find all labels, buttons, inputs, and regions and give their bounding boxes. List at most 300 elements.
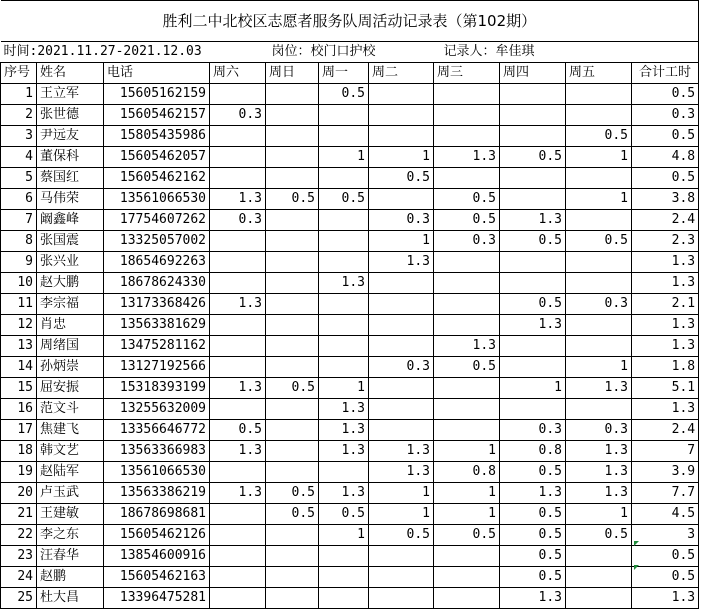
hours-saturday-cell[interactable]: 0.3 [210, 105, 266, 126]
hours-sunday-cell[interactable]: 0.5 [266, 378, 319, 399]
total-hours-cell[interactable]: 0.5 [632, 546, 699, 567]
hours-monday-cell[interactable] [319, 126, 369, 147]
hours-sunday-cell[interactable] [266, 147, 319, 168]
hours-thursday-cell[interactable]: 0.5 [500, 525, 566, 546]
name-cell[interactable]: 韩文艺 [37, 441, 104, 462]
row-index-cell[interactable]: 21 [1, 504, 37, 525]
hours-monday-cell[interactable]: 0.5 [319, 189, 369, 210]
table-row [1, 105, 699, 126]
hours-monday-cell[interactable]: 1.3 [319, 441, 369, 462]
hours-friday-cell[interactable]: 0.5 [566, 126, 632, 147]
name-cell[interactable]: 范文斗 [37, 399, 104, 420]
row-index-cell[interactable]: 8 [1, 231, 37, 252]
name-cell[interactable]: 周绪国 [37, 336, 104, 357]
hours-monday-cell[interactable] [319, 231, 369, 252]
post-cell[interactable]: 岗位：校门口护校 [266, 42, 434, 63]
phone-cell[interactable]: 13475281162 [104, 336, 210, 357]
hours-thursday-cell[interactable]: 1.3 [500, 483, 566, 504]
table-row [1, 420, 699, 441]
hours-tuesday-cell[interactable]: 1 [369, 147, 434, 168]
name-cell[interactable]: 杜大昌 [37, 588, 104, 609]
hours-sunday-cell[interactable]: 0.5 [266, 504, 319, 525]
row-index-cell[interactable]: 13 [1, 336, 37, 357]
total-hours-cell[interactable]: 4.5 [632, 504, 699, 525]
header-monday[interactable]: 周一 [319, 63, 369, 84]
row-index-cell[interactable]: 12 [1, 315, 37, 336]
hours-tuesday-cell[interactable] [369, 189, 434, 210]
total-hours-cell[interactable]: 1.3 [632, 336, 699, 357]
hours-monday-cell[interactable] [319, 336, 369, 357]
hours-monday-cell[interactable] [319, 294, 369, 315]
hours-monday-cell[interactable]: 1.3 [319, 399, 369, 420]
hours-saturday-cell[interactable] [210, 231, 266, 252]
hours-wednesday-cell[interactable] [434, 546, 500, 567]
hours-thursday-cell[interactable]: 0.8 [500, 441, 566, 462]
total-hours-cell[interactable]: 7.7 [632, 483, 699, 504]
name-cell[interactable]: 李之东 [37, 525, 104, 546]
total-hours-cell[interactable]: 0.3 [632, 105, 699, 126]
hours-saturday-cell[interactable] [210, 315, 266, 336]
hours-tuesday-cell[interactable]: 0.5 [369, 168, 434, 189]
phone-cell[interactable]: 13563366983 [104, 441, 210, 462]
hours-friday-cell[interactable] [566, 567, 632, 588]
hours-sunday-cell[interactable] [266, 210, 319, 231]
hours-sunday-cell[interactable] [266, 294, 319, 315]
hours-thursday-cell[interactable] [500, 336, 566, 357]
hours-tuesday-cell[interactable] [369, 315, 434, 336]
phone-cell[interactable]: 13127192566 [104, 357, 210, 378]
total-hours-cell[interactable]: 1.3 [632, 273, 699, 294]
hours-wednesday-cell[interactable]: 0.5 [434, 357, 500, 378]
hours-thursday-cell[interactable]: 0.3 [500, 420, 566, 441]
hours-thursday-cell[interactable] [500, 168, 566, 189]
row-index-cell[interactable]: 7 [1, 210, 37, 231]
hours-thursday-cell[interactable]: 0.5 [500, 231, 566, 252]
hours-monday-cell[interactable]: 1 [319, 147, 369, 168]
hours-monday-cell[interactable]: 0.5 [319, 84, 369, 105]
row-index-cell[interactable]: 5 [1, 168, 37, 189]
phone-cell[interactable]: 15605462163 [104, 567, 210, 588]
total-hours-cell[interactable]: 0.5 [632, 126, 699, 147]
hours-monday-cell[interactable] [319, 315, 369, 336]
row-index-cell[interactable]: 16 [1, 399, 37, 420]
phone-cell[interactable]: 15605162159 [104, 84, 210, 105]
hours-monday-cell[interactable] [319, 588, 369, 609]
total-hours-cell[interactable]: 3 [632, 525, 699, 546]
phone-cell[interactable]: 13563381629 [104, 315, 210, 336]
hours-monday-cell[interactable]: 1.3 [319, 420, 369, 441]
hours-saturday-cell[interactable]: 0.3 [210, 210, 266, 231]
total-hours-cell[interactable]: 3.9 [632, 462, 699, 483]
phone-cell[interactable]: 15318393199 [104, 378, 210, 399]
hours-monday-cell[interactable] [319, 168, 369, 189]
hours-saturday-cell[interactable]: 0.5 [210, 420, 266, 441]
total-hours-cell[interactable]: 3.8 [632, 189, 699, 210]
hours-sunday-cell[interactable] [266, 462, 319, 483]
phone-cell[interactable]: 15605462157 [104, 105, 210, 126]
table-row [1, 147, 699, 168]
hours-sunday-cell[interactable] [266, 231, 319, 252]
total-hours-cell[interactable]: 7 [632, 441, 699, 462]
hours-friday-cell[interactable] [566, 168, 632, 189]
hours-friday-cell[interactable] [566, 273, 632, 294]
hours-thursday-cell[interactable]: 1.3 [500, 210, 566, 231]
total-hours-cell[interactable]: 1.3 [632, 399, 699, 420]
hours-wednesday-cell[interactable] [434, 126, 500, 147]
hours-saturday-cell[interactable] [210, 546, 266, 567]
hours-saturday-cell[interactable] [210, 84, 266, 105]
hours-friday-cell[interactable]: 1.3 [566, 483, 632, 504]
phone-cell[interactable]: 18678698681 [104, 504, 210, 525]
table-row [1, 567, 699, 588]
hours-wednesday-cell[interactable]: 1.3 [434, 336, 500, 357]
hours-tuesday-cell[interactable]: 0.3 [369, 357, 434, 378]
hours-tuesday-cell[interactable] [369, 567, 434, 588]
hours-saturday-cell[interactable] [210, 567, 266, 588]
hours-thursday-cell[interactable] [500, 126, 566, 147]
row-index-cell[interactable]: 4 [1, 147, 37, 168]
phone-cell[interactable]: 13173368426 [104, 294, 210, 315]
hours-saturday-cell[interactable] [210, 168, 266, 189]
hours-wednesday-cell[interactable]: 1 [434, 441, 500, 462]
hours-saturday-cell[interactable]: 1.3 [210, 294, 266, 315]
header-saturday[interactable]: 周六 [210, 63, 266, 84]
hours-sunday-cell[interactable] [266, 546, 319, 567]
hours-thursday-cell[interactable]: 0.5 [500, 567, 566, 588]
hours-sunday-cell[interactable] [266, 336, 319, 357]
header-name[interactable]: 姓名 [37, 63, 104, 84]
hours-wednesday-cell[interactable] [434, 273, 500, 294]
hours-wednesday-cell[interactable] [434, 252, 500, 273]
hours-saturday-cell[interactable] [210, 336, 266, 357]
row-index-cell[interactable]: 11 [1, 294, 37, 315]
total-hours-cell[interactable]: 2.3 [632, 231, 699, 252]
hours-saturday-cell[interactable] [210, 462, 266, 483]
hours-saturday-cell[interactable]: 1.3 [210, 441, 266, 462]
name-cell[interactable]: 尹远友 [37, 126, 104, 147]
row-index-cell[interactable]: 14 [1, 357, 37, 378]
row-index-cell[interactable]: 10 [1, 273, 37, 294]
hours-thursday-cell[interactable]: 1 [500, 378, 566, 399]
row-index-cell[interactable]: 17 [1, 420, 37, 441]
hours-tuesday-cell[interactable]: 0.3 [369, 210, 434, 231]
hours-sunday-cell[interactable] [266, 567, 319, 588]
total-hours-cell[interactable]: 1.3 [632, 252, 699, 273]
hours-saturday-cell[interactable] [210, 588, 266, 609]
phone-cell[interactable]: 15605462126 [104, 525, 210, 546]
hours-thursday-cell[interactable] [500, 399, 566, 420]
hours-wednesday-cell[interactable] [434, 294, 500, 315]
hours-friday-cell[interactable]: 1 [566, 147, 632, 168]
row-index-cell[interactable]: 15 [1, 378, 37, 399]
hours-sunday-cell[interactable] [266, 252, 319, 273]
hours-tuesday-cell[interactable]: 1 [369, 483, 434, 504]
hours-wednesday-cell[interactable] [434, 105, 500, 126]
hours-thursday-cell[interactable]: 0.5 [500, 294, 566, 315]
hours-monday-cell[interactable] [319, 567, 369, 588]
hours-friday-cell[interactable] [566, 588, 632, 609]
name-cell[interactable]: 孙炳崇 [37, 357, 104, 378]
name-cell[interactable]: 李宗福 [37, 294, 104, 315]
hours-sunday-cell[interactable] [266, 357, 319, 378]
hours-tuesday-cell[interactable]: 1.3 [369, 462, 434, 483]
table-row [1, 483, 699, 504]
hours-wednesday-cell[interactable] [434, 315, 500, 336]
hours-thursday-cell[interactable]: 1.3 [500, 588, 566, 609]
name-cell[interactable]: 汪春华 [37, 546, 104, 567]
hours-friday-cell[interactable] [566, 84, 632, 105]
row-index-cell[interactable]: 24 [1, 567, 37, 588]
total-hours-cell[interactable]: 2.4 [632, 420, 699, 441]
name-cell[interactable]: 张国震 [37, 231, 104, 252]
hours-sunday-cell[interactable] [266, 168, 319, 189]
hours-tuesday-cell[interactable] [369, 294, 434, 315]
hours-tuesday-cell[interactable] [369, 399, 434, 420]
hours-friday-cell[interactable]: 1 [566, 357, 632, 378]
header-total-hours[interactable]: 合计工时 [632, 63, 699, 84]
name-cell[interactable]: 张世德 [37, 105, 104, 126]
phone-cell[interactable]: 13561066530 [104, 462, 210, 483]
hours-friday-cell[interactable]: 0.3 [566, 420, 632, 441]
row-index-cell[interactable]: 2 [1, 105, 37, 126]
hours-thursday-cell[interactable] [500, 84, 566, 105]
hours-friday-cell[interactable] [566, 546, 632, 567]
hours-friday-cell[interactable]: 1.3 [566, 462, 632, 483]
row-index-cell[interactable]: 19 [1, 462, 37, 483]
name-cell[interactable]: 赵大鹏 [37, 273, 104, 294]
total-hours-cell[interactable]: 0.5 [632, 84, 699, 105]
hours-tuesday-cell[interactable]: 1 [369, 231, 434, 252]
hours-tuesday-cell[interactable] [369, 84, 434, 105]
name-cell[interactable]: 屈安振 [37, 378, 104, 399]
phone-cell[interactable]: 13356646772 [104, 420, 210, 441]
hours-friday-cell[interactable]: 1.3 [566, 378, 632, 399]
name-cell[interactable]: 肖忠 [37, 315, 104, 336]
hours-wednesday-cell[interactable]: 0.3 [434, 231, 500, 252]
hours-wednesday-cell[interactable]: 0.5 [434, 525, 500, 546]
hours-saturday-cell[interactable] [210, 525, 266, 546]
name-cell[interactable]: 卢玉武 [37, 483, 104, 504]
row-index-cell[interactable]: 22 [1, 525, 37, 546]
header-wednesday[interactable]: 周三 [434, 63, 500, 84]
hours-tuesday-cell[interactable] [369, 588, 434, 609]
phone-cell[interactable]: 13563386219 [104, 483, 210, 504]
header-friday[interactable]: 周五 [566, 63, 632, 84]
hours-thursday-cell[interactable]: 0.5 [500, 504, 566, 525]
hours-thursday-cell[interactable]: 1.3 [500, 315, 566, 336]
hours-monday-cell[interactable]: 1 [319, 525, 369, 546]
phone-cell[interactable]: 17754607262 [104, 210, 210, 231]
name-cell[interactable]: 蔡国红 [37, 168, 104, 189]
hours-wednesday-cell[interactable] [434, 168, 500, 189]
phone-cell[interactable]: 18654692263 [104, 252, 210, 273]
hours-sunday-cell[interactable] [266, 126, 319, 147]
hours-wednesday-cell[interactable] [434, 588, 500, 609]
phone-cell[interactable]: 13561066530 [104, 189, 210, 210]
hours-monday-cell[interactable] [319, 462, 369, 483]
hours-friday-cell[interactable]: 1.3 [566, 441, 632, 462]
hours-tuesday-cell[interactable]: 1 [369, 504, 434, 525]
name-cell[interactable]: 王立军 [37, 84, 104, 105]
hours-saturday-cell[interactable] [210, 504, 266, 525]
header-tuesday[interactable]: 周二 [369, 63, 434, 84]
hours-friday-cell[interactable] [566, 315, 632, 336]
hours-monday-cell[interactable]: 1.3 [319, 273, 369, 294]
table-row [1, 504, 699, 525]
hours-sunday-cell[interactable]: 0.5 [266, 189, 319, 210]
hours-saturday-cell[interactable]: 1.3 [210, 378, 266, 399]
hours-thursday-cell[interactable] [500, 189, 566, 210]
info-row [1, 42, 699, 63]
hours-sunday-cell[interactable] [266, 441, 319, 462]
hours-friday-cell[interactable]: 0.5 [566, 525, 632, 546]
hours-sunday-cell[interactable] [266, 105, 319, 126]
hours-tuesday-cell[interactable] [369, 126, 434, 147]
hours-thursday-cell[interactable]: 0.5 [500, 546, 566, 567]
sheet-title[interactable]: 胜利二中北校区志愿者服务队周活动记录表（第102期） [1, 1, 699, 42]
hours-sunday-cell[interactable] [266, 399, 319, 420]
hours-sunday-cell[interactable] [266, 315, 319, 336]
row-index-cell[interactable]: 18 [1, 441, 37, 462]
table-row [1, 252, 699, 273]
total-hours-cell[interactable]: 2.4 [632, 210, 699, 231]
row-index-cell[interactable]: 6 [1, 189, 37, 210]
row-index-cell[interactable]: 25 [1, 588, 37, 609]
hours-wednesday-cell[interactable] [434, 378, 500, 399]
hours-tuesday-cell[interactable] [369, 420, 434, 441]
total-hours-cell[interactable]: 4.8 [632, 147, 699, 168]
recorder-cell[interactable]: 记录人：牟佳琪 [434, 42, 699, 63]
total-hours-cell[interactable]: 1.3 [632, 588, 699, 609]
name-cell[interactable]: 董保科 [37, 147, 104, 168]
header-sunday[interactable]: 周日 [266, 63, 319, 84]
hours-wednesday-cell[interactable]: 0.8 [434, 462, 500, 483]
phone-cell[interactable]: 13396475281 [104, 588, 210, 609]
hours-saturday-cell[interactable] [210, 357, 266, 378]
name-cell[interactable]: 马伟荣 [37, 189, 104, 210]
row-index-cell[interactable]: 20 [1, 483, 37, 504]
hours-thursday-cell[interactable] [500, 105, 566, 126]
total-hours-cell[interactable]: 2.1 [632, 294, 699, 315]
hours-wednesday-cell[interactable] [434, 399, 500, 420]
phone-cell[interactable]: 15805435986 [104, 126, 210, 147]
hours-tuesday-cell[interactable] [369, 378, 434, 399]
row-index-cell[interactable]: 9 [1, 252, 37, 273]
hours-friday-cell[interactable] [566, 105, 632, 126]
hours-wednesday-cell[interactable] [434, 84, 500, 105]
phone-cell[interactable]: 18678624330 [104, 273, 210, 294]
hours-wednesday-cell[interactable]: 1 [434, 504, 500, 525]
hours-monday-cell[interactable] [319, 252, 369, 273]
hours-friday-cell[interactable] [566, 336, 632, 357]
hours-saturday-cell[interactable]: 1.3 [210, 483, 266, 504]
name-cell[interactable]: 王建敏 [37, 504, 104, 525]
hours-tuesday-cell[interactable]: 0.5 [369, 525, 434, 546]
hours-sunday-cell[interactable] [266, 588, 319, 609]
hours-thursday-cell[interactable] [500, 273, 566, 294]
phone-cell[interactable]: 13255632009 [104, 399, 210, 420]
hours-saturday-cell[interactable] [210, 252, 266, 273]
hours-thursday-cell[interactable] [500, 252, 566, 273]
header-thursday[interactable]: 周四 [500, 63, 566, 84]
hours-monday-cell[interactable]: 1 [319, 378, 369, 399]
row-index-cell[interactable]: 23 [1, 546, 37, 567]
hours-sunday-cell[interactable] [266, 525, 319, 546]
hours-monday-cell[interactable] [319, 357, 369, 378]
hours-friday-cell[interactable] [566, 399, 632, 420]
hours-monday-cell[interactable] [319, 210, 369, 231]
hours-tuesday-cell[interactable] [369, 105, 434, 126]
hours-tuesday-cell[interactable]: 1.3 [369, 441, 434, 462]
hours-friday-cell[interactable]: 0.5 [566, 231, 632, 252]
hours-wednesday-cell[interactable]: 0.5 [434, 189, 500, 210]
hours-saturday-cell[interactable] [210, 126, 266, 147]
hours-friday-cell[interactable]: 1 [566, 189, 632, 210]
phone-cell[interactable]: 15605462057 [104, 147, 210, 168]
hours-tuesday-cell[interactable] [369, 546, 434, 567]
row-index-cell[interactable]: 3 [1, 126, 37, 147]
hours-monday-cell[interactable] [319, 105, 369, 126]
hours-sunday-cell[interactable] [266, 420, 319, 441]
hours-friday-cell[interactable]: 0.3 [566, 294, 632, 315]
total-hours-cell[interactable]: 1.3 [632, 315, 699, 336]
hours-monday-cell[interactable] [319, 546, 369, 567]
row-index-cell[interactable]: 1 [1, 84, 37, 105]
header-index[interactable]: 序号 [1, 63, 37, 84]
total-hours-cell[interactable]: 5.1 [632, 378, 699, 399]
total-hours-cell[interactable]: 0.5 [632, 567, 699, 588]
hours-saturday-cell[interactable] [210, 273, 266, 294]
hours-thursday-cell[interactable]: 0.5 [500, 462, 566, 483]
hours-wednesday-cell[interactable]: 0.5 [434, 210, 500, 231]
hours-sunday-cell[interactable] [266, 273, 319, 294]
hours-saturday-cell[interactable]: 1.3 [210, 189, 266, 210]
time-range-cell[interactable]: 时间:2021.11.27-2021.12.03 [1, 42, 266, 63]
hours-wednesday-cell[interactable]: 1.3 [434, 147, 500, 168]
hours-monday-cell[interactable]: 0.5 [319, 504, 369, 525]
name-cell[interactable]: 赵陆军 [37, 462, 104, 483]
name-cell[interactable]: 阚鑫峰 [37, 210, 104, 231]
hours-wednesday-cell[interactable] [434, 420, 500, 441]
total-hours-cell[interactable]: 1.8 [632, 357, 699, 378]
name-cell[interactable]: 张兴业 [37, 252, 104, 273]
total-hours-cell[interactable]: 0.5 [632, 168, 699, 189]
hours-monday-cell[interactable]: 1.3 [319, 483, 369, 504]
hours-saturday-cell[interactable] [210, 147, 266, 168]
hours-friday-cell[interactable] [566, 252, 632, 273]
hours-saturday-cell[interactable] [210, 399, 266, 420]
hours-friday-cell[interactable] [566, 210, 632, 231]
header-phone[interactable]: 电话 [104, 63, 210, 84]
name-cell[interactable]: 赵鹏 [37, 567, 104, 588]
phone-cell[interactable]: 13854600916 [104, 546, 210, 567]
hours-friday-cell[interactable]: 1 [566, 504, 632, 525]
hours-sunday-cell[interactable]: 0.5 [266, 483, 319, 504]
hours-wednesday-cell[interactable] [434, 567, 500, 588]
name-cell[interactable]: 焦建飞 [37, 420, 104, 441]
hours-sunday-cell[interactable] [266, 84, 319, 105]
hours-thursday-cell[interactable]: 0.5 [500, 147, 566, 168]
hours-tuesday-cell[interactable] [369, 273, 434, 294]
hours-thursday-cell[interactable] [500, 357, 566, 378]
hours-tuesday-cell[interactable] [369, 336, 434, 357]
hours-wednesday-cell[interactable]: 1 [434, 483, 500, 504]
hours-tuesday-cell[interactable]: 1.3 [369, 252, 434, 273]
phone-cell[interactable]: 13325057002 [104, 231, 210, 252]
table-body [1, 1, 699, 609]
phone-cell[interactable]: 15605462162 [104, 168, 210, 189]
table-row [1, 189, 699, 210]
